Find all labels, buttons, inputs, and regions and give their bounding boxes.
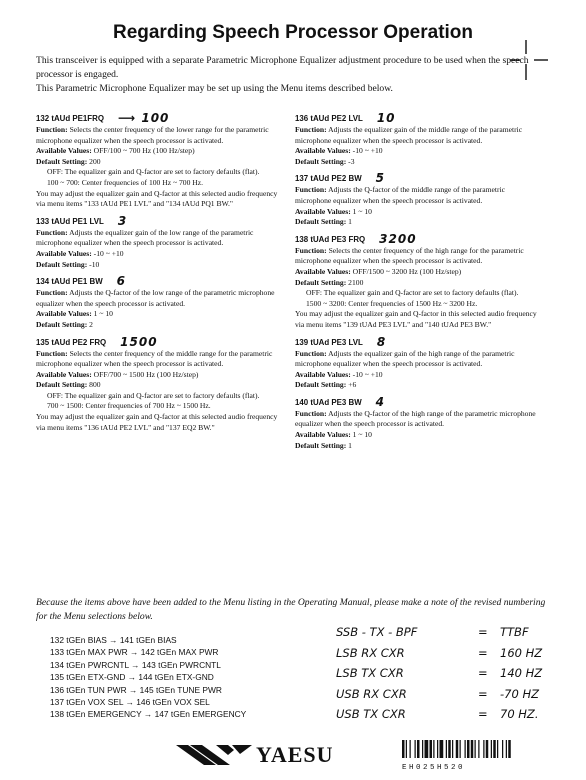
function-text: Selects the center frequency of the middle range for the parametric microphone equalizer when the speech processor is activated. [36,348,273,369]
default-value: 200 [89,156,101,166]
default-value: 1 [348,217,352,227]
barcode-bar [465,740,466,758]
barcode-bar [491,740,492,758]
available-values: -10 ~ +10 [93,248,124,258]
barcode [402,740,552,772]
handwritten-annotation: 3200 [379,231,417,246]
function-text: Adjusts the Q-factor of the middle range of the parametric microphone equalizer when the speech processor is activated. [295,185,506,205]
range-description: 1500 ~ 3200: Center frequencies of 1500 Hz ~ 3200 Hz. [306,298,478,308]
available-label: Available Values: [295,430,351,440]
function-label: Function: [295,125,327,134]
menu-item-133 [36,213,283,270]
barcode-bar [478,740,479,758]
handnote-row [336,704,542,725]
handnote-row [336,622,542,643]
handnote-row [336,663,542,684]
renumbering-note: Because the items above have been added to the Menu listing in the Operating Manual, please make a note of the revised numbering for the Menu selections below. [36,597,546,622]
available-values: 1 ~ 10 [352,206,372,216]
menu-item-134 [36,276,283,330]
barcode-bar [493,740,496,758]
available-label: Available Values: [36,309,92,319]
available-label: Available Values: [295,146,351,156]
default-value: 800 [89,380,101,390]
item-header: 135 tAUd PE2 FRQ [36,337,107,347]
handwritten-annotation: 1500 [120,334,158,349]
list-item: 134 tGEn PWRCNTL → 143 tGEn PWRCNTL [50,659,221,670]
available-values: -10 ~ +10 [352,146,383,156]
barcode-number: EH025H520 [402,764,466,772]
available-label: Available Values: [295,369,351,379]
list-item: 133 tGEn MAX PWR → 142 tGEn MAX PWR [50,647,219,658]
list-item: 137 tGEn VOX SEL → 146 tGEn VOX SEL [50,697,210,708]
available-values: OFF/100 ~ 700 Hz (100 Hz/step) [93,146,195,156]
barcode-bar [417,740,420,758]
available-label: Available Values: [295,266,351,276]
function-text: Adjusts the Q-factor of the low range of the parametric microphone equalizer when the speech processor is activated. [36,288,275,308]
handnote-right: 140 HZ [500,666,543,680]
barcode-bar [471,740,474,758]
adjust-note: You may adjust the equalizer gain and Q-factor at this selected audio frequency via menu items "133 tAUd PE1 LVL" and "134 tAUd PQ1 BW." [36,188,278,209]
available-label: Available Values: [36,146,92,156]
off-description: OFF: The equalizer gain and Q-factor are set to factory defaults (flat). [47,167,260,177]
item-header: 140 tUAd PE3 BW [295,397,362,407]
handnote-row [336,684,542,705]
handwritten-notes [336,622,542,725]
intro-paragraph-2: This Parametric Microphone Equalizer may be set up using the Menu items described below. [36,83,393,94]
barcode-bar [430,740,433,758]
handwritten-annotation: 10 [376,111,396,125]
barcode-bar [402,740,405,758]
barcode-bar [502,740,503,758]
handnote-left: LSB RX CXR [336,645,405,660]
handnote-eq: = [478,666,488,680]
list-item: 132 tGEn BIAS → 141 tGEn BIAS [50,635,177,645]
handwritten-annotation: 6 [116,274,127,289]
default-value: 1 [348,440,352,450]
barcode-bar [508,740,511,758]
handnote-eq: = [478,707,488,721]
intro [36,54,546,96]
right-column [295,113,542,457]
available-label: Available Values: [36,248,92,258]
barcode-bar [452,740,453,758]
default-label: Default Setting: [36,380,88,390]
barcode-bar [433,740,434,758]
default-label: Default Setting: [295,440,347,450]
default-label: Default Setting: [36,259,88,269]
barcode-bar [448,740,451,758]
default-label: Default Setting: [295,217,347,227]
list-item: 136 tGEn TUN PWR → 145 tGEn TUNE PWR [50,684,222,695]
function-label: Function: [295,348,327,358]
available-values: 1 ~ 10 [352,430,372,440]
available-label: Available Values: [295,206,351,216]
default-label: Default Setting: [36,319,88,329]
list-item: 135 tGEn ETX-GND → 144 tGEn ETX-GND [50,672,214,683]
menu-item-137 [295,173,542,227]
item-header: 132 tAUd PE1FRQ [36,114,104,123]
handnote-right: TTBF [500,625,529,639]
available-values: -10 ~ +10 [352,369,383,379]
default-value: -3 [348,156,355,166]
handnote-left: USB TX CXR [336,707,406,721]
barcode-bar [446,740,447,758]
intro-paragraph-1: This transceiver is equipped with a separate Parametric Microphone Equalizer adjustment procedure to be used when the speech processor is engaged. [36,55,529,80]
available-values: OFF/700 ~ 1500 Hz (100 Hz/step) [93,369,199,379]
range-description: 700 ~ 1500: Center frequencies of 700 Hz ~ 1500 Hz. [47,401,211,411]
handnote-left: SSB - TX - BPF [336,625,418,639]
menu-item-139 [295,334,542,391]
barcode-bar [456,740,459,758]
handnote-eq: = [478,686,488,701]
handnote-left: LSB TX CXR [336,666,404,680]
item-header: 139 tUAd PE3 LVL [295,337,363,347]
barcode-bar [425,740,429,758]
handwritten-annotation: 8 [376,334,387,349]
menu-item-140 [295,394,542,451]
handnote-right: 70 HZ. [500,707,539,721]
barcode-bar [422,740,423,758]
function-label: Function: [36,288,68,298]
item-header: 133 tAUd PE1 LVL [36,216,104,226]
default-label: Default Setting: [295,380,347,390]
function-label: Function: [36,125,68,134]
barcode-bar [506,740,507,758]
function-label: Function: [295,185,327,195]
function-label: Function: [36,227,68,237]
list-item: 138 tGEn EMERGENCY → 147 tGEn EMERGENCY [50,709,247,720]
handnote-row [336,643,542,664]
function-text: Selects the center frequency of the high range for the parametric microphone equalizer when the speech processor is activated. [295,245,524,266]
adjust-note: You may adjust the equalizer gain and Q-factor in this selected audio frequency via menu items "139 tUAd PE3 LVL" and "140 tUAd PE3 BW." [295,309,537,329]
barcode-bar [460,740,461,758]
off-description: OFF: The equalizer gain and Q-factor are set to factory defaults (flat). [47,390,260,400]
barcode-bar [415,740,416,758]
function-text: Adjusts the Q-factor of the high range of the parametric microphone equalizer when the speech processor is activated. [295,408,536,429]
off-description: OFF: The equalizer gain and Q-factor are set to factory defaults (flat). [306,288,519,298]
default-value: 2 [89,319,93,329]
left-column [36,113,283,439]
barcode-bar [437,740,438,758]
function-label: Function: [36,348,68,358]
default-label: Default Setting: [295,156,347,166]
item-header: 137 tAUd PE2 BW [295,174,362,184]
function-text: Adjusts the equalizer gain of the middle range of the parametric microphone equalizer when the speech processor is activated. [295,125,523,145]
range-description: 100 ~ 700: Center frequencies of 100 Hz ~ 700 Hz. [47,177,204,187]
menu-item-132 [36,113,283,210]
barcode-bar [486,740,489,758]
barcode-bar [440,740,444,758]
barcode-bar [475,740,476,758]
function-label: Function: [295,245,327,255]
handwritten-annotation: 3 [117,213,128,228]
menu-item-138 [295,231,542,331]
yaesu-logo [176,742,334,768]
item-header: 136 tAUd PE2 LVL [295,114,363,123]
handwritten-annotation: 4 [375,394,386,409]
default-value: 2100 [348,277,364,287]
available-values: 1 ~ 10 [93,309,113,319]
item-header: 138 tUAd PE3 FRQ [295,234,366,244]
item-header: 134 tAUd PE1 BW [36,277,103,287]
handnote-right: -70 HZ [500,686,539,701]
function-label: Function: [295,408,327,418]
default-value: +6 [348,380,357,390]
available-values: OFF/1500 ~ 3200 Hz (100 Hz/step) [352,266,462,276]
logo-text: YAESU [256,742,334,767]
function-text: Adjusts the equalizer gain of the low range of the parametric microphone equalizer when the speech processor is activated. [36,227,254,248]
barcode-image [402,740,552,758]
yaesu-logo-icon [176,742,254,768]
function-text: Selects the center frequency of the lower range for the parametric microphone equalizer when the speech processor is activated. [36,125,269,145]
function-text: Adjusts the equalizer gain of the high range of the parametric microphone equalizer when the speech processor is activated. [295,348,515,369]
handwritten-annotation: ⟶ 100 [117,111,170,125]
barcode-bar [410,740,411,758]
handnote-eq: = [478,625,488,639]
menu-item-136 [295,113,542,167]
page-title: Regarding Speech Processor Operation [112,22,474,43]
available-label: Available Values: [36,369,92,379]
handwritten-annotation: 5 [375,171,386,186]
handnote-eq: = [478,645,488,660]
adjust-note: You may adjust the equalizer gain and Q-factor at this selected audio frequency via menu items "136 tAUd PE2 LVL" and "137 EQ2 BW." [36,412,278,432]
barcode-bar [467,740,470,758]
barcode-bar [406,740,407,758]
default-value: -10 [89,259,100,269]
default-label: Default Setting: [36,156,88,166]
handnote-left: USB RX CXR [336,686,407,701]
menu-renumber-list [50,634,246,721]
handnote-right: 160 HZ [500,645,543,660]
default-label: Default Setting: [295,277,347,287]
menu-item-135 [36,334,283,434]
barcode-bar [483,740,484,758]
barcode-bar [497,740,498,758]
